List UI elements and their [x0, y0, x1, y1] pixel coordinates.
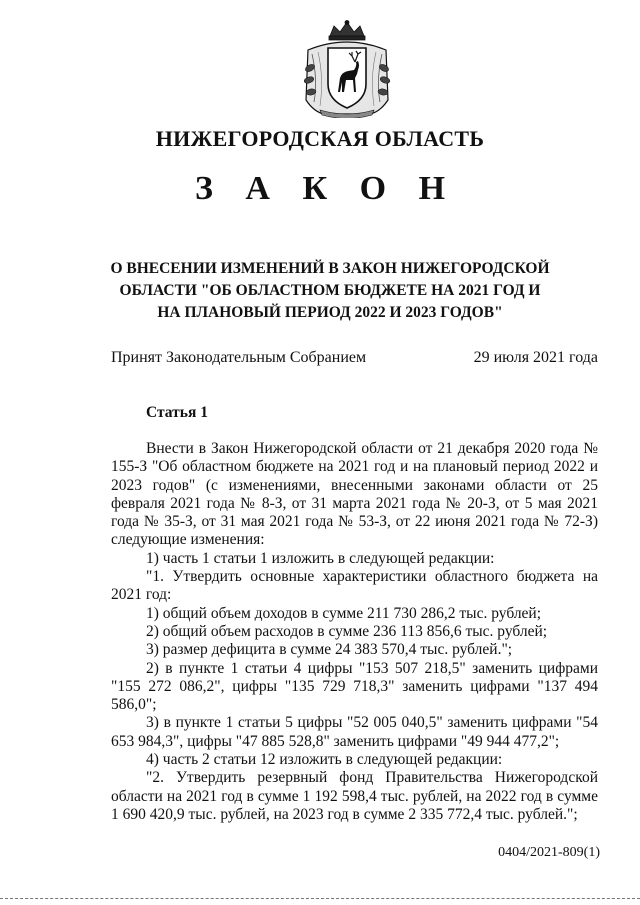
paragraph: "1. Утвердить основные характеристики областного бюджета на 2021 год:: [111, 568, 598, 604]
article-heading: Статья 1: [146, 404, 208, 421]
law-title: О ВНЕСЕНИИ ИЗМЕНЕНИЙ В ЗАКОН НИЖЕГОРОДСКОЙ ОБЛАСТИ "ОБ ОБЛАСТНОМ БЮДЖЕТЕ НА 2021 ГОД И НА ПЛАНОВЫЙ ПЕРИОД 2022 И 2023 ГОДОВ": [110, 260, 550, 321]
paragraph: 4) часть 2 статьи 12 изложить в следующей редакции:: [146, 751, 503, 769]
article-body: [111, 440, 598, 824]
paragraph: 1) общий объем доходов в сумме 211 730 286,2 тыс. рублей;: [146, 604, 542, 622]
paragraph: 1) часть 1 статьи 1 изложить в следующей редакции:: [146, 549, 495, 567]
document-type-heading: З А К О Н: [194, 170, 458, 207]
paragraph: "2. Утвердить резервный фонд Правительства Нижегородской области на 2021 год в сумме 1 192 598,4 тыс. рублей, на 2022 год в сумме 1 690 420,9 тыс. рублей, на 2023 год в сумме 2 335 772,4 тыс. рублей.";: [111, 769, 598, 823]
adopted-date: 29 июля 2021 года: [473, 349, 598, 366]
paragraph: 3) в пункте 1 статьи 5 цифры "52 005 040,5" заменить цифрами "54 653 984,3", цифры "47 885 528,8" заменить цифрами "49 944 477,2";: [111, 714, 598, 750]
paragraph: 3) размер дефицита в сумме 24 383 570,4 тыс. рублей.";: [146, 641, 513, 659]
paragraph: 2) в пункте 1 статьи 4 цифры "153 507 218,5" заменить цифрами "155 272 086,2", цифры "135 729 718,3" заменить цифрами "137 494 586,0";: [111, 659, 598, 714]
region-name: НИЖЕГОРОДСКАЯ ОБЛАСТЬ: [155, 126, 485, 151]
adopted-by: Принят Законодательным Собранием: [111, 349, 367, 366]
document-code: 0404/2021-809(1): [498, 845, 600, 860]
adoption-line: [111, 349, 598, 367]
paragraph: 2) общий объем расходов в сумме 236 113 856,6 тыс. рублей;: [146, 622, 548, 640]
coat-of-arms-icon: [300, 20, 394, 118]
paragraph: Внести в Закон Нижегородской области от 21 декабря 2020 года № 155-З "Об областном бюджете на 2021 год и на плановый период 2022 и 2023 годов" (с изменениями, внесенными законами области от 25 февраля 2021 года № 8-З, от 31 марта 2021 года № 20-З, от 5 мая 2021 года № 35-З, от 31 мая 2021 года № 53-З, от 22 июня 2021 года № 72-З) следующие изменения:: [111, 440, 598, 549]
scan-edge-divider: [0, 898, 640, 899]
